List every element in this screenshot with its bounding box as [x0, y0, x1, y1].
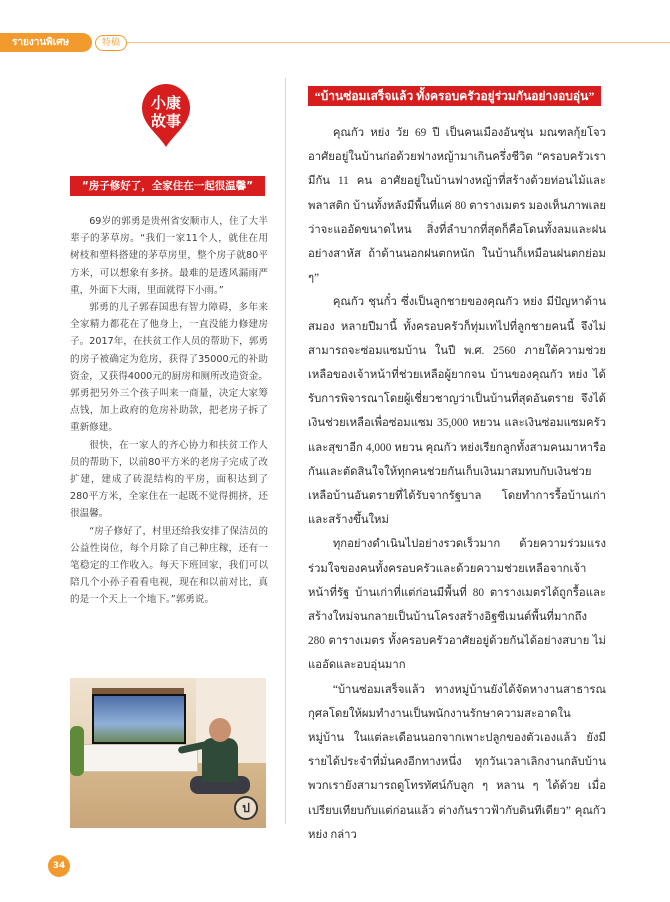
- header-rule: [95, 42, 670, 43]
- publisher-logo-icon: ป: [234, 796, 258, 820]
- right-article-body: [308, 121, 606, 847]
- left-paragraph: 69岁的郭勇是贵州省安顺市人，住了大半辈子的茅草房。“我们一家11个人，就住在用树枝和塑料搭建的茅草房里，整个房子就80平方米，可以想象有多挤。最难的是透风漏雨严重，外面下大雨，里面就得下小雨。”: [70, 216, 268, 296]
- left-heading: “房子修好了，全家住在一起很温馨”: [70, 176, 265, 196]
- section-banner: [0, 33, 92, 52]
- article-photo: [70, 678, 266, 828]
- left-paragraph: 很快，在一家人的齐心协力和扶贫工作人员的帮助下，以前80平方米的老房子完成了改扩建，建成了砖混结构的平房，面积达到了280平方米，全家住在一起既不觉得拥挤，还很温馨。: [70, 439, 268, 520]
- page-number: 34: [48, 855, 70, 877]
- tv-screen: [92, 694, 186, 744]
- story-badge-line1: 小康: [150, 94, 181, 112]
- right-paragraph: คุณกัว หย่ง วัย 69 ปี เป็นคนเมืองอันซุ่น มณฑลกุ้ยโจว อาศัยอยู่ในบ้านก่อด้วยฟางหญ้ามาเกินครึ่งชีวิต “ครอบครัวเรามีกัน 11 คน อาศัยอยู่ในบ้านฟางหญ้าที่สร้างด้วยท่อนไม้และพลาสติก บ้านทั้งหลังมีพื้นที่แค่ 80 ตารางเมตร มองเห็นภาพเลยว่าจะแออัดขนาดไหน สิ่งที่ลำบากที่สุดก็คือโดนทั้งลมและฝนอย่างสาหัส ถ้าด้านนอกฝนตกหนัก ในบ้านก็เหมือนฝนตกย่อม ๆ”: [308, 127, 606, 285]
- right-paragraph: ทุกอย่างดำเนินไปอย่างรวดเร็วมาก ด้วยความร่วมแรงร่วมใจของคนทั้งครอบครัวและด้วยความช่วยเหลือจากเจ้าหน้าที่รัฐ บ้านเก่าที่แต่ก่อนมีพื้นที่ 80 ตารางเมตรได้ถูกรื้อและสร้างใหม่จนกลายเป็นบ้านโครงสร้างอิฐซีเมนต์พื้นที่มากถึง 280 ตารางเมตร ทั้งครอบครัวอาศัยอยู่ด้วยกันได้อย่างสบาย ไม่แออัดและอบอุ่นมาก: [308, 538, 606, 672]
- right-paragraph: คุณกัว ชุนกั๋ว ซึ่งเป็นลูกชายของคุณกัว หย่ง มีปัญหาด้านสมอง หลายปีมานี้ ทั้งครอบครัวก็ทุ่มเทไปที่ลูกชายคนนี้ จึงไม่สามารถจะซ่อมแซมบ้าน ในปี พ.ศ. 2560 ภายใต้ความช่วยเหลือของเจ้าหน้าที่ช่วยเหลือผู้ยากจน บ้านของคุณกัว หย่ง ได้รับการพิจารณาโดยผู้เชี่ยวชาญว่าเป็นบ้านที่สุดอันตราย จึงได้เงินช่วยเหลือเพื่อซ่อมแซม 35,000 หยวน และเงินซ่อมแซมครัวและสุขาอีก 4,000 หยวน คุณกัว หย่งเรียกลูกทั้งสามคนมาหารือกันและตัดสินใจให้ทุกคนช่วยกันเก็บเงินมาสมทบกับเงินช่วยเหลือบ้านอันตรายที่ได้รับจากรัฐบาล โดยทำการรื้อบ้านเก่าและสร้างขึ้นใหม่: [308, 296, 606, 527]
- story-badge-line2: 故事: [150, 112, 181, 130]
- section-label: รายงานพิเศษ: [12, 37, 70, 48]
- section-tab: 特稿: [95, 35, 127, 51]
- plant: [70, 726, 84, 776]
- right-heading: “บ้านซ่อมเสร็จแล้ว ทั้งครอบครัวอยู่ร่วมกันอย่างอบอุ่น”: [308, 86, 601, 106]
- column-divider: [285, 78, 286, 824]
- left-article-body: [70, 213, 268, 609]
- person-head: [209, 718, 231, 742]
- right-paragraph: “บ้านซ่อมเสร็จแล้ว ทางหมู่บ้านยังได้จัดหางานสาธารณกุศลโดยให้ผมทำงานเป็นพนักงานรักษาความสะอาดในหมู่บ้าน ในแต่ละเดือนนอกจากเพาะปลูกของตัวเองแล้ว ยังมีรายได้ประจำที่มั่นคงอีกทางหนึ่ง ทุกวันเวลาเลิกงานกลับบ้าน พวกเรายังสามารถดูโทรทัศน์กับลูก ๆ หลาน ๆ ได้ด้วย เมื่อเปรียบเทียบกับแต่ก่อนแล้ว ต่างกันราวฟ้ากับดินทีเดียว” คุณกัว หย่ง กล่าว: [308, 683, 606, 841]
- left-paragraph: 郭勇的儿子郭春国患有智力障碍，多年来全家精力都花在了他身上，一直没能力修建房子。2017年，在扶贫工作人员的帮助下，郭勇的房子被确定为危房，获得了35000元的补助资金，又获得4000元的厨房和厕所改造资金。郭勇把另外三个孩子叫来一商量，决定大家筹点钱，加上政府的危房补助款，把老房子拆了重新修建。: [70, 302, 268, 434]
- story-badge: [140, 94, 192, 130]
- left-paragraph: “房子修好了，村里还给我安排了保洁员的公益性岗位，每个月除了自己种庄稼，还有一笔稳定的工作收入。每天下班回家，我们可以陪几个小孙子看看电视，现在和以前对比，真的是一个天上一个地下。”郭勇说。: [70, 525, 268, 606]
